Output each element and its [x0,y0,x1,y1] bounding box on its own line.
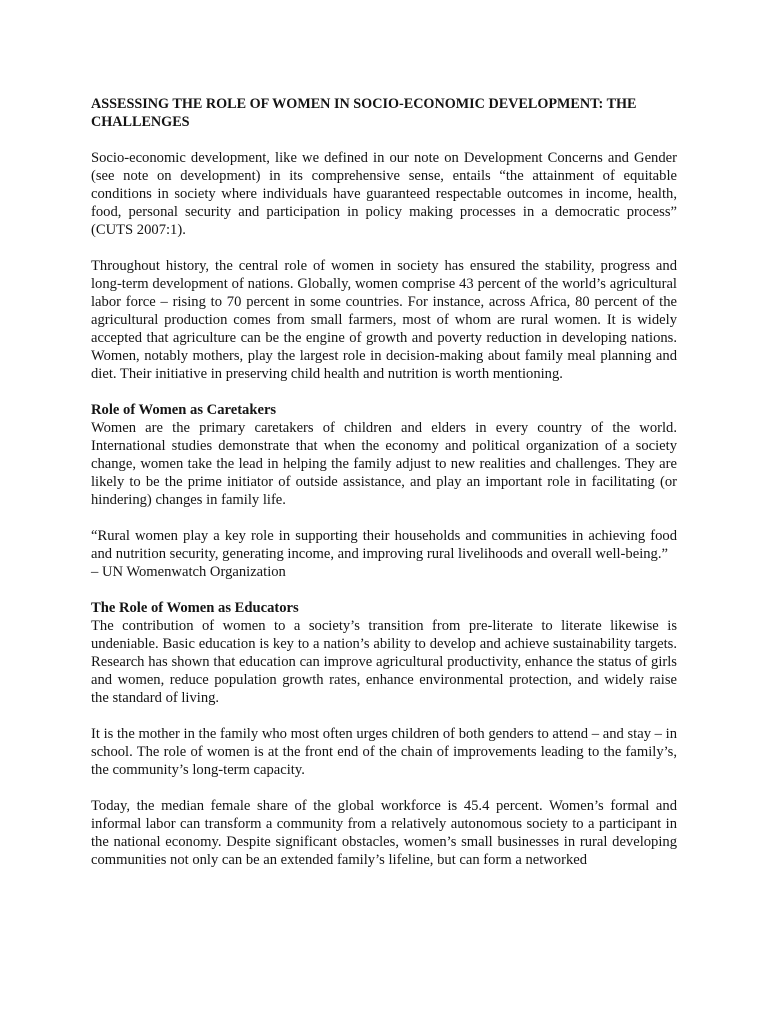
quote-attribution: – UN Womenwatch Organization [91,564,286,580]
intro-paragraph: Socio-economic development, like we defined in our note on Development Concerns and Gender (see note on development) in its comprehensive sense, entails “the attainment of equitable conditions in society where individuals have guaranteed respectable outcomes in income, health, food, personal security and participation in policy making processes in a democratic process” (CUTS 2007:1). [91,150,677,238]
history-paragraph: Throughout history, the central role of women in society has ensured the stability, progress and long-term development of nations. Globally, women comprise 43 percent of the world’s agricultural labor force – rising to 70 percent in some countries. For instance, across Africa, 80 percent of the agricultural production comes from small farmers, most of whom are rural women. It is widely accepted that agriculture can be the engine of growth and poverty reduction in developing nations. Women, notably mothers, play the largest role in decision-making about family meal planning and diet. Their initiative in preserving child health and nutrition is worth mentioning. [91,258,677,382]
caretakers-heading: Role of Women as Caretakers [91,402,277,418]
educators-paragraph: The contribution of women to a society’s transition from pre-literate to literate likewise is undeniable. Basic education is key to a nation’s ability to develop and achieve sustainability targets. Research has shown that education can improve agricultural productivity, enhance the status of girls and women, reduce population growth rates, enhance environmental protection, and widely raise the standard of living. [91,618,677,706]
document-title: ASSESSING THE ROLE OF WOMEN IN SOCIO-ECONOMIC DEVELOPMENT: THE CHALLENGES [91,96,637,130]
mother-paragraph: It is the mother in the family who most often urges children of both genders to attend – and stay – in school. The role of women is at the front end of the chain of improvements leading to the family’s, the community’s long-term capacity. [91,726,677,778]
workforce-paragraph: Today, the median female share of the global workforce is 45.4 percent. Women’s formal and informal labor can transform a community from a relatively autonomous society to a participant in the national economy. Despite significant obstacles, women’s small businesses in rural developing communities not only can be an extended family’s lifeline, but can form a networked [91,798,677,868]
caretakers-paragraph: Women are the primary caretakers of children and elders in every country of the world. International studies demonstrate that when the economy and political organization of a society change, women take the lead in helping the family adjust to new realities and challenges. They are likely to be the prime initiator of outside assistance, and play an important role in facilitating (or hindering) changes in family life. [91,420,677,508]
document-body [91,95,677,887]
quote-paragraph: “Rural women play a key role in supporting their households and communities in achieving food and nutrition security, generating income, and improving rural livelihoods and overall well-being.” [91,528,677,562]
educators-heading: The Role of Women as Educators [91,600,299,616]
